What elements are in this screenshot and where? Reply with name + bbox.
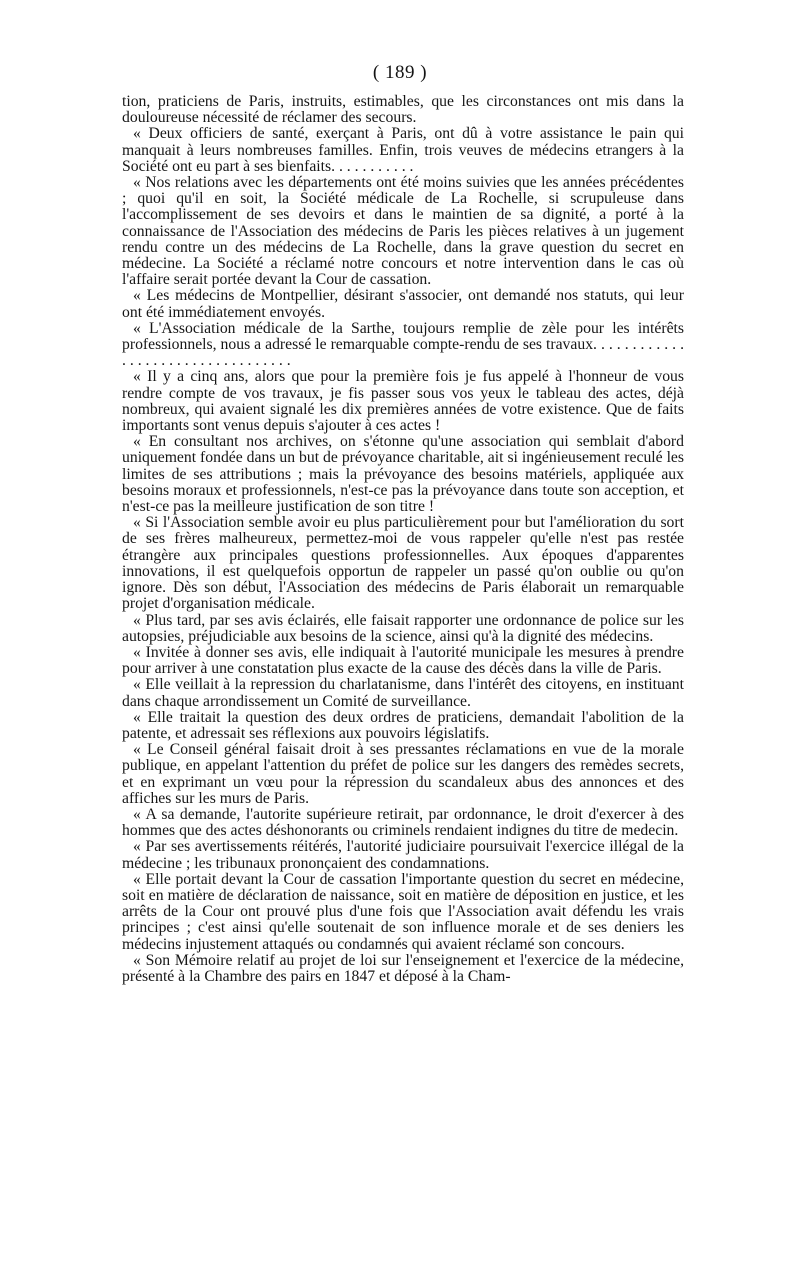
paragraph: « L'Association médicale de la Sarthe, toujours remplie de zèle pour les intérêts professionnels, nous a adressé le remarquable compte-rendu de ses travaux. . . . . . . . . . . . . . . . . . . . . . . . . . . . . . . . . . bbox=[122, 319, 684, 370]
page-number: ( 189 ) bbox=[372, 62, 428, 83]
paragraph: « Si l'Association semble avoir eu plus particulièrement pour but l'amélioration du sort de ses frères malheureux, permettez-moi de vous rappeler qu'elle n'est pas restée étrangère aux principales questions professionnelles. Aux époques d'apparentes innovations, il est quelquefois opportun de rappeler un passé qu'on oublie ou qu'on ignore. Dès son début, l'Association des médecins de Paris élaborait un remarquable projet d'organisation médicale. bbox=[122, 514, 684, 613]
body-text bbox=[122, 94, 684, 985]
paragraph: « A sa demande, l'autorite supérieure retirait, par ordonnance, le droit d'exercer à des hommes que des actes déshonorants ou criminels rendaient indignes du titre de medecin. bbox=[122, 805, 684, 840]
paragraph: « Plus tard, par ses avis éclairés, elle faisait rapporter une ordonnance de police sur les autopsies, préjudiciable aux besoins de la science, ainsi qu'à la dignité des médecins. bbox=[122, 611, 684, 645]
paragraph: « Elle portait devant la Cour de cassation l'importante question du secret en médecine, soit en matière de déclaration de naissance, soit en matière de déposition en justice, et les arrêts de la Cour ont prouvé plus d'une fois que l'Association avait défendu les vrais principes ; c'est ainsi qu'elle soutenait de son influence morale et de ses deniers les médecins injustement attaqués ou condamnés qui avaient réclamé son concours. bbox=[122, 870, 684, 953]
paragraph: « En consultant nos archives, on s'étonne qu'une association qui semblait d'abord uniquement fondée dans un but de prévoyance charitable, ait si ingénieusement reculé les limites de ses attributions ; mais la prévoyance des besoins matériels, appliquée aux besoins moraux et professionnels, n'est-ce pas la prévoyance dans toute son acception, et n'est-ce pas la meilleure justification de son titre ! bbox=[122, 433, 684, 516]
paragraph: « Son Mémoire relatif au projet de loi sur l'enseignement et l'exercice de la médecine, présenté à la Chambre des pairs en 1847 et déposé à la Cham- bbox=[122, 951, 684, 985]
paragraph: « Le Conseil général faisait droit à ses pressantes réclamations en vue de la morale publique, en appelant l'attention du préfet de police sur les dangers des remèdes secrets, et en exprimant un vœu pour la répression du scandaleux abus des annonces et des affiches sur les murs de Paris. bbox=[122, 741, 684, 807]
paragraph: « Il y a cinq ans, alors que pour la première fois je fus appelé à l'honneur de vous rendre compte de vos travaux, je fis passer sous vos yeux le tableau des actes, déjà nombreux, qui avaient signalé les dix premières années de votre existence. Que de faits importants sont venus depuis s'ajouter à ces actes ! bbox=[122, 368, 684, 435]
paragraph: « Invitée à donner ses avis, elle indiquait à l'autorité municipale les mesures à prendre pour arriver à une constatation plus exacte de la cause des décès dans la ville de Paris. bbox=[122, 643, 684, 678]
paragraph: « Elle traitait la question des deux ordres de praticiens, demandait l'abolition de la patente, et adressait ses réflexions aux pouvoirs législatifs. bbox=[122, 708, 684, 742]
paragraph: « Par ses avertissements réitérés, l'autorité judiciaire poursuivait l'exercice illégal de la médecine ; les tribunaux prononçaient des condamnations. bbox=[122, 838, 684, 872]
paragraph: « Les médecins de Montpellier, désirant s'associer, ont demandé nos statuts, qui leur ont été immédiatement envoyés. bbox=[122, 287, 684, 321]
paragraph: tion, praticiens de Paris, instruits, estimables, que les circonstances ont mis dans la douloureuse nécessité de réclamer des secours. bbox=[122, 93, 684, 127]
paragraph: « Deux officiers de santé, exerçant à Paris, ont dû à votre assistance le pain qui manquait à leurs nombreuses familles. Enfin, trois veuves de médecins etrangers à la Société ont eu part à ses bienfaits. . . . . . . . . . . bbox=[122, 125, 684, 175]
paragraph: « Elle veillait à la repression du charlatanisme, dans l'intérêt des citoyens, en instituant dans chaque arrondissement un Comité de surveillance. bbox=[122, 676, 684, 710]
paragraph: « Nos relations avec les départements ont été moins suivies que les années précédentes ; quoi qu'il en soit, la Société médicale de La Rochelle, si scrupuleuse dans l'accomplissement de ses devoirs et dans le maintien de sa dignité, a porté à la connaissance de l'Association des médecins de Paris les pièces relatives à un jugement rendu contre un des médecins de La Rochelle, dans la grave question du secret en médecine. La Société a réclamé notre concours et notre intervention dans le cas où l'affaire serait portée devant la Cour de cassation. bbox=[122, 174, 684, 289]
